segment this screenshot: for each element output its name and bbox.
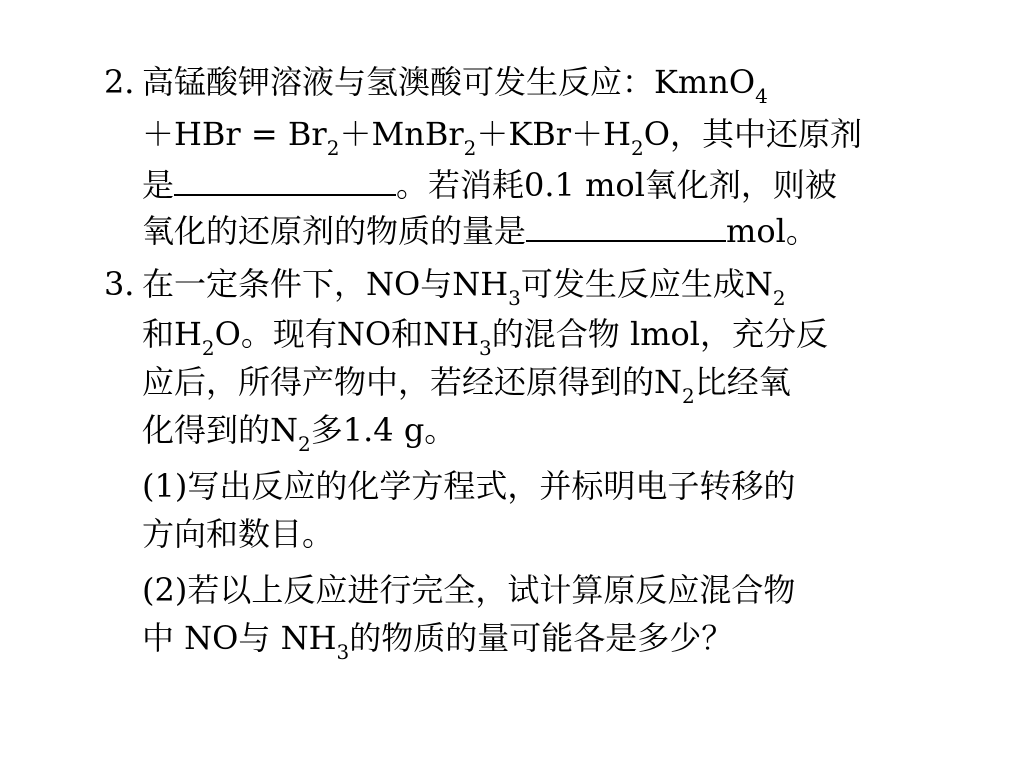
q3-part-1-text: 方向和数目。 — [142, 515, 335, 553]
q3-part-2-text: (2)若以上反应进行完全，试计算原反应混合物 — [142, 571, 796, 609]
q2-subscript: 4 — [755, 84, 768, 108]
q3-subscript: 2 — [772, 286, 786, 310]
q2-line-4 — [142, 210, 818, 250]
answer-blank-reductant[interactable] — [174, 164, 396, 196]
q2-subscript: 2 — [631, 136, 644, 160]
q2-text: ＋HBr = Br — [142, 115, 327, 153]
q2-text-a: 高锰酸钾溶液与氢澳酸可发生反应：KmnO — [142, 63, 756, 101]
q2-subscript: 2 — [326, 136, 340, 160]
q2-text: 是 — [142, 166, 175, 204]
q3-subscript: 3 — [479, 336, 492, 360]
q3-text: 的混合物 lmol，充分反 — [491, 315, 829, 353]
q3-text: 在一定条件下，NO与NH — [142, 265, 509, 303]
q2-line-1 — [104, 62, 768, 108]
q3-subscript: 3 — [336, 640, 350, 664]
q3-part-2-text: 的物质的量可能各是多少？ — [349, 619, 734, 657]
q3-text: 比经氧 — [694, 363, 791, 401]
q3-text: 应后，所得产物中，若经还原得到的N — [142, 363, 683, 401]
q3-line-3 — [142, 362, 791, 408]
q3-text: 和H — [142, 315, 202, 353]
q3-text: 多1.4 g。 — [310, 411, 457, 449]
q2-text: ＋MnBr — [339, 115, 464, 153]
q3-text: 可发生反应生成N — [520, 265, 773, 303]
q3-subscript: 2 — [682, 384, 695, 408]
q2-line-3 — [142, 164, 837, 204]
q2-text: 氧化的还原剂的物质的量是 — [142, 212, 527, 250]
q3-line-1 — [104, 264, 786, 310]
q2-text: mol。 — [726, 212, 818, 250]
q3-line-2 — [142, 314, 829, 360]
q2-text: O，其中还原剂 — [643, 115, 862, 153]
q3-part-1-line-2 — [142, 514, 334, 554]
q2-text: 。若消耗0.1 mol氧化剂，则被 — [396, 166, 837, 204]
q3-subscript: 2 — [201, 336, 215, 360]
q3-subscript: 3 — [508, 286, 521, 310]
q2-text: ＋KBr＋H — [476, 115, 632, 153]
q3-part-2-line-2 — [142, 618, 734, 664]
q3-part-2-text: 中 NO与 NH — [142, 619, 337, 657]
answer-blank-moles[interactable] — [526, 210, 726, 242]
q3-text: O。现有NO和NH — [214, 315, 480, 353]
q2-subscript: 2 — [463, 136, 477, 160]
q2-number: 2． — [104, 63, 157, 101]
q2-line-2 — [142, 114, 862, 160]
q3-line-4 — [142, 410, 457, 456]
q3-number: 3． — [104, 265, 157, 303]
q3-subscript: 2 — [298, 432, 311, 456]
q3-text: 化得到的N — [142, 411, 299, 449]
q3-part-2-line-1 — [142, 570, 795, 610]
q3-part-1-text: (1)写出反应的化学方程式，并标明电子转移的 — [142, 467, 796, 505]
q3-part-1-line-1 — [142, 466, 795, 506]
